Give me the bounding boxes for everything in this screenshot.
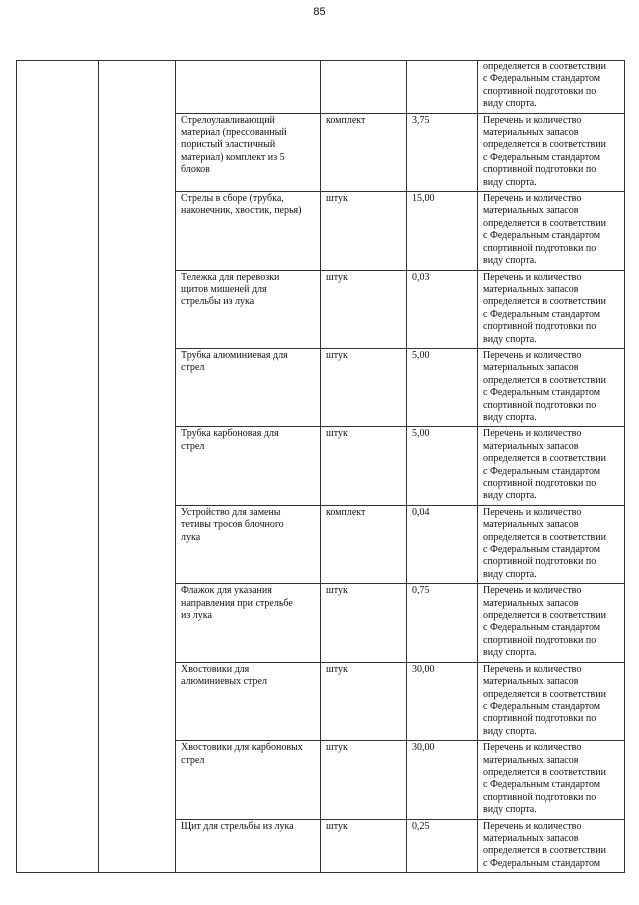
note-line: Перечень и количество	[483, 349, 582, 361]
note-line: с Федеральным стандартом	[483, 308, 601, 320]
item-name-line: Трубка алюминиевая для	[181, 349, 288, 361]
note-line: с Федеральным стандартом	[483, 622, 601, 634]
note-line: определяется в соответствии	[483, 139, 606, 151]
unit-cell: штук	[321, 270, 407, 348]
equipment-table	[16, 60, 625, 873]
note-cell	[478, 113, 625, 191]
note-line: определяется в соответствии	[483, 453, 606, 465]
item-name-line: щитов мишеней для	[181, 283, 267, 295]
note-line: материальных запасов	[483, 754, 579, 766]
note-line: спортивной подготовки по	[483, 164, 597, 176]
note-line: виду спорта.	[483, 98, 537, 110]
note-line: Перечень и количество	[483, 506, 582, 518]
item-name-line: из лука	[181, 610, 212, 622]
quantity-cell: 0,25	[407, 819, 478, 873]
note-line: определяется в соответствии	[483, 766, 606, 778]
item-name-line: блоков	[181, 164, 210, 176]
note-line: Перечень и количество	[483, 585, 582, 597]
unit-cell: комплект	[321, 113, 407, 191]
note-line: определяется в соответствии	[483, 296, 606, 308]
note-line: с Федеральным стандартом	[483, 779, 601, 791]
note-line: спортивной подготовки по	[483, 634, 597, 646]
quantity-cell: 5,00	[407, 348, 478, 426]
note-line: с Федеральным стандартом	[483, 544, 601, 556]
unit-cell: штук	[321, 427, 407, 505]
note-cell	[478, 662, 625, 740]
item-name-line: материал) комплект из 5	[181, 151, 285, 163]
note-line: материальных запасов	[483, 362, 579, 374]
note-line: материальных запасов	[483, 832, 579, 844]
item-name-line: Стрелы в сборе (трубка,	[181, 193, 284, 205]
equipment-table-body	[17, 61, 625, 873]
merged-cell-col1	[17, 61, 99, 873]
merged-cell-col2	[99, 61, 176, 873]
unit-cell	[321, 61, 407, 114]
note-line: спортивной подготовки по	[483, 556, 597, 568]
note-line: материальных запасов	[483, 205, 579, 217]
quantity-cell: 15,00	[407, 192, 478, 270]
note-line: спортивной подготовки по	[483, 321, 597, 333]
note-line: с Федеральным стандартом	[483, 857, 601, 869]
quantity-cell	[407, 61, 478, 114]
name-cell	[176, 348, 321, 426]
note-line: спортивной подготовки по	[483, 791, 597, 803]
note-line: спортивной подготовки по	[483, 713, 597, 725]
note-line: виду спорта.	[483, 255, 537, 267]
item-name-line: Хвостовики для	[181, 663, 250, 675]
note-line: Перечень и количество	[483, 663, 582, 675]
item-name-line: материал (прессованный	[181, 127, 287, 139]
item-name-line: Хвостовики для карбоновых	[181, 742, 303, 754]
note-line: виду спорта.	[483, 804, 537, 816]
note-line: виду спорта.	[483, 568, 537, 580]
item-name-line: стрел	[181, 362, 205, 374]
note-line: виду спорта.	[483, 490, 537, 502]
note-cell	[478, 427, 625, 505]
unit-cell: штук	[321, 584, 407, 662]
note-line: с Федеральным стандартом	[483, 230, 601, 242]
item-name-line: стрел	[181, 440, 205, 452]
item-name-line: стрельбы из лука	[181, 296, 255, 308]
quantity-cell: 0,04	[407, 505, 478, 583]
item-name-line: наконечник, хвостик, перья)	[181, 205, 302, 217]
page-number: 85	[313, 6, 326, 18]
note-line: определяется в соответствии	[483, 61, 606, 72]
note-line: определяется в соответствии	[483, 610, 606, 622]
unit-cell: штук	[321, 741, 407, 819]
name-cell	[176, 819, 321, 873]
note-line: материальных запасов	[483, 676, 579, 688]
note-cell	[478, 819, 625, 873]
table-row	[17, 61, 625, 114]
note-cell	[478, 741, 625, 819]
note-line: виду спорта.	[483, 725, 537, 737]
note-cell	[478, 505, 625, 583]
note-line: с Федеральным стандартом	[483, 73, 601, 85]
quantity-cell: 30,00	[407, 741, 478, 819]
note-cell	[478, 61, 625, 114]
note-line: материальных запасов	[483, 519, 579, 531]
name-cell	[176, 662, 321, 740]
item-name-line: тетивы тросов блочного	[181, 519, 284, 531]
note-line: Перечень и количество	[483, 428, 582, 440]
name-cell	[176, 741, 321, 819]
note-line: определяется в соответствии	[483, 374, 606, 386]
unit-cell: штук	[321, 819, 407, 873]
item-name-line: пористый эластичный	[181, 139, 276, 151]
item-name-line: Стрелоулавливающий	[181, 114, 275, 126]
item-name-line: направления при стрельбе	[181, 597, 293, 609]
quantity-cell: 30,00	[407, 662, 478, 740]
item-name-line: Трубка карбоновая для	[181, 428, 279, 440]
quantity-cell: 3,75	[407, 113, 478, 191]
name-cell	[176, 505, 321, 583]
note-line: с Федеральным стандартом	[483, 700, 601, 712]
item-name-line: алюминиевых стрел	[181, 676, 267, 688]
unit-cell: штук	[321, 192, 407, 270]
note-line: спортивной подготовки по	[483, 242, 597, 254]
note-line: с Федеральным стандартом	[483, 465, 601, 477]
unit-cell: комплект	[321, 505, 407, 583]
note-line: материальных запасов	[483, 283, 579, 295]
note-line: виду спорта.	[483, 411, 537, 423]
name-cell	[176, 270, 321, 348]
quantity-cell: 0,03	[407, 270, 478, 348]
unit-cell: штук	[321, 348, 407, 426]
note-line: виду спорта.	[483, 176, 537, 188]
quantity-cell: 0,75	[407, 584, 478, 662]
note-line: определяется в соответствии	[483, 688, 606, 700]
item-name-line: Флажок для указания	[181, 585, 272, 597]
note-cell	[478, 348, 625, 426]
note-line: материальных запасов	[483, 127, 579, 139]
item-name-line: лука	[181, 531, 201, 543]
item-name-line: Щит для стрельбы из лука	[181, 820, 294, 832]
unit-cell: штук	[321, 662, 407, 740]
note-line: спортивной подготовки по	[483, 399, 597, 411]
name-cell	[176, 113, 321, 191]
note-line: определяется в соответствии	[483, 531, 606, 543]
note-line: определяется в соответствии	[483, 845, 606, 857]
name-cell	[176, 192, 321, 270]
note-line: с Федеральным стандартом	[483, 151, 601, 163]
note-line: материальных запасов	[483, 440, 579, 452]
note-line: Перечень и количество	[483, 193, 582, 205]
note-cell	[478, 584, 625, 662]
quantity-cell: 5,00	[407, 427, 478, 505]
note-cell	[478, 192, 625, 270]
note-line: виду спорта.	[483, 333, 537, 345]
item-name-line: стрел	[181, 754, 205, 766]
note-line: Перечень и количество	[483, 114, 582, 126]
note-line: Перечень и количество	[483, 820, 582, 832]
item-name-line: Устройство для замены	[181, 506, 281, 518]
note-line: спортивной подготовки по	[483, 85, 597, 97]
note-line: определяется в соответствии	[483, 217, 606, 229]
note-line: Перечень и количество	[483, 742, 582, 754]
note-line: с Федеральным стандартом	[483, 387, 601, 399]
name-cell	[176, 61, 321, 114]
note-cell	[478, 270, 625, 348]
note-line: Перечень и количество	[483, 271, 582, 283]
note-line: виду спорта.	[483, 647, 537, 659]
note-line: материальных запасов	[483, 597, 579, 609]
item-name-line: Тележка для перевозки	[181, 271, 280, 283]
name-cell	[176, 584, 321, 662]
name-cell	[176, 427, 321, 505]
note-line: спортивной подготовки по	[483, 478, 597, 489]
